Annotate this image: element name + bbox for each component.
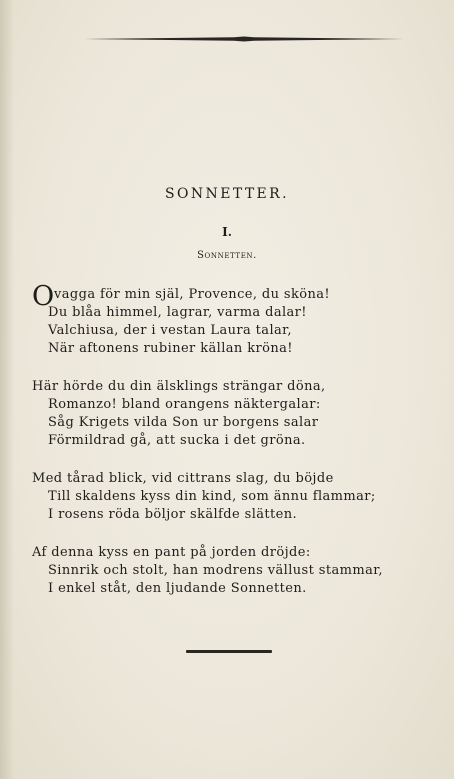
poem-title: Sonnetten. bbox=[197, 250, 257, 261]
poem-line: När aftonens rubiner källan kröna! bbox=[48, 341, 293, 356]
poem-line: Valchiusa, der i vestan Laura talar, bbox=[48, 323, 292, 338]
poem-line: Här hörde du din älsklings strängar döna, bbox=[32, 379, 326, 394]
poem-line-text: vagga för min själ, Provence, du sköna! bbox=[54, 287, 331, 302]
poem-line bbox=[32, 281, 432, 312]
poem-line: Till skaldens kyss din kind, som ännu flammar; bbox=[48, 489, 376, 504]
poem-line: Du blåa himmel, lagrar, varma dalar! bbox=[48, 305, 307, 320]
stanza-3 bbox=[32, 470, 432, 524]
top-ornamental-rule bbox=[84, 36, 404, 42]
section-title: SONNETTER. bbox=[165, 186, 289, 202]
stanza-4 bbox=[32, 544, 432, 598]
poem-line: I rosens röda böljor skälfde slätten. bbox=[48, 507, 298, 522]
poem-line: Såg Krigets vilda Son ur borgens salar bbox=[48, 415, 319, 430]
drop-cap: O bbox=[32, 281, 55, 312]
poem-line: Romanzo! bland orangens näktergalar: bbox=[48, 397, 321, 412]
poem-line: I enkel ståt, den ljudande Sonnetten. bbox=[48, 581, 307, 596]
poem-line: Med tårad blick, vid cittrans slag, du böjde bbox=[32, 471, 334, 486]
stanza-1 bbox=[32, 281, 432, 358]
spine-shadow bbox=[0, 0, 14, 779]
poem-line: Sinnrik och stolt, han modrens vällust stammar, bbox=[48, 563, 383, 578]
poem-body bbox=[32, 281, 432, 618]
poem-number: I. bbox=[222, 225, 232, 239]
stanza-2 bbox=[32, 378, 432, 450]
poem-line: Af denna kyss en pant på jorden dröjde: bbox=[32, 545, 311, 560]
bottom-rule bbox=[186, 650, 272, 653]
poem-line: Förmildrad gå, att sucka i det gröna. bbox=[48, 433, 306, 448]
